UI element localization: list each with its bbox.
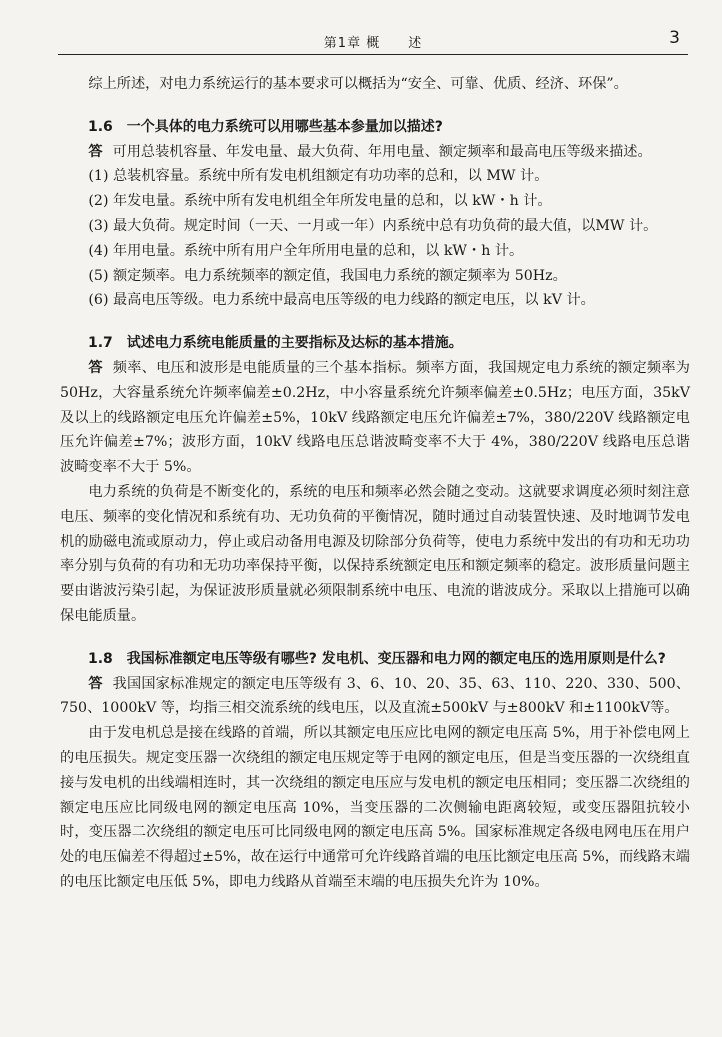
answer-paragraph xyxy=(60,140,690,165)
list-item: (3) 最大负荷。规定时间（一天、一月或一年）内系统中总有功负荷的最大值，以MW 计。 xyxy=(88,217,658,234)
intro-paragraph: 综上所述，对电力系统运行的基本要求可以概括为“安全、可靠、优质、经济、环保”。 xyxy=(88,76,628,92)
page-content xyxy=(60,72,690,895)
page-number: 3 xyxy=(669,28,680,48)
answer-text: 频率、电压和波形是电能质量的三个基本指标。频率方面，我国规定电力系统的额定频率为 50Hz，大容量系统允许频率偏差±0.2Hz，中小容量系统允许频率偏差±0.5Hz；电压方面，35kV 及以上的线路额定电压允许偏差±5%，10kV 线路额定电压允许偏差±7%，380/220V 线路额定电压允许偏差±7%；波形方面，10kV 线路电压总谐波畸变率不大于 4%，380/220V 线路电压总谐波畸变率不大于 5%。 xyxy=(60,359,690,476)
section-heading: 1.7 试述电力系统电能质量的主要指标及达标的基本措施。 xyxy=(88,335,463,352)
list-item: (1) 总装机容量。系统中所有发电机组额定有功功率的总和，以 MW 计。 xyxy=(88,168,549,185)
section-1-6 xyxy=(60,115,690,313)
section-1-7 xyxy=(60,331,690,629)
answer-text: 我国国家标准规定的额定电压等级有 3、6、10、20、35、63、110、220、330、500、750、1000kV 等，均指三相交流系统的线电压，以及直流±500kV 与±800kV 和±1100kV等。 xyxy=(60,675,690,717)
running-title: 第1章 概 述 xyxy=(323,36,423,51)
list-item: (5) 额定频率。电力系统频率的额定值，我国电力系统的额定频率为 50Hz。 xyxy=(88,267,567,284)
body-paragraph: 电力系统的负荷是不断变化的，系统的电压和频率必然会随之变动。这就要求调度必须时刻注意电压、频率的变化情况和系统有功、无功负荷的平衡情况，随时通过自动装置快速、及时地调节发电机的励磁电流或原动力，停止或启动备用电源及切除部分负荷等，使电力系统中发出的有功和无功功率分别与负荷的有功和无功功率保持平衡，以保持系统额定电压和额定频率的稳定。波形质量问题主要由谐波污染引起，为保证波形质量就必须限制系统中电压、电流的谐波成分。采取以上措施可以确保电能质量。 xyxy=(60,483,690,624)
section-heading: 1.6 一个具体的电力系统可以用哪些基本参量加以描述? xyxy=(88,118,443,135)
list-item: (2) 年发电量。系统中所有发电机组全年所发电量的总和，以 kW・h 计。 xyxy=(88,193,552,210)
answer-paragraph xyxy=(60,356,690,480)
answer-mark: 答 xyxy=(88,143,103,160)
list-item: (4) 年用电量。系统中所有用户全年所用电量的总和，以 kW・h 计。 xyxy=(88,242,524,259)
list-item: (6) 最高电压等级。电力系统中最高电压等级的电力线路的额定电压，以 kV 计。 xyxy=(88,292,595,309)
body-paragraph: 由于发电机总是接在线路的首端，所以其额定电压应比电网的额定电压高 5%，用于补偿电网上的电压损失。规定变压器一次绕组的额定电压规定等于电网的额定电压，但是当变压器的一次绕组直接与发电机的出线端相连时，其一次绕组的额定电压应与发电机的额定电压相同；变压器二次绕组的额定电压应比同级电网的额定电压高 10%，当变压器的二次侧输电距离较短，或变压器阻抗较小时，变压器二次绕组的额定电压可比同级电网的额定电压高 5%。国家标准规定各级电网电压在用户处的电压偏差不得超过±5%，故在运行中通常可允许线路首端的电压比额定电压高 5%，而线路末端的电压比额定电压低 5%，即电力线路从首端至末端的电压损失允许为 10%。 xyxy=(60,725,690,890)
answer-mark: 答 xyxy=(88,359,103,376)
answer-paragraph xyxy=(60,672,690,722)
answer-mark: 答 xyxy=(88,675,103,692)
answer-text: 可用总装机容量、年发电量、最大负荷、年用电量、额定频率和最高电压等级来描述。 xyxy=(112,143,652,160)
running-header xyxy=(58,28,688,55)
section-1-8 xyxy=(60,647,690,895)
section-heading: 1.8 我国标准额定电压等级有哪些? 发电机、变压器和电力网的额定电压的选用原则是什么? xyxy=(88,650,666,667)
